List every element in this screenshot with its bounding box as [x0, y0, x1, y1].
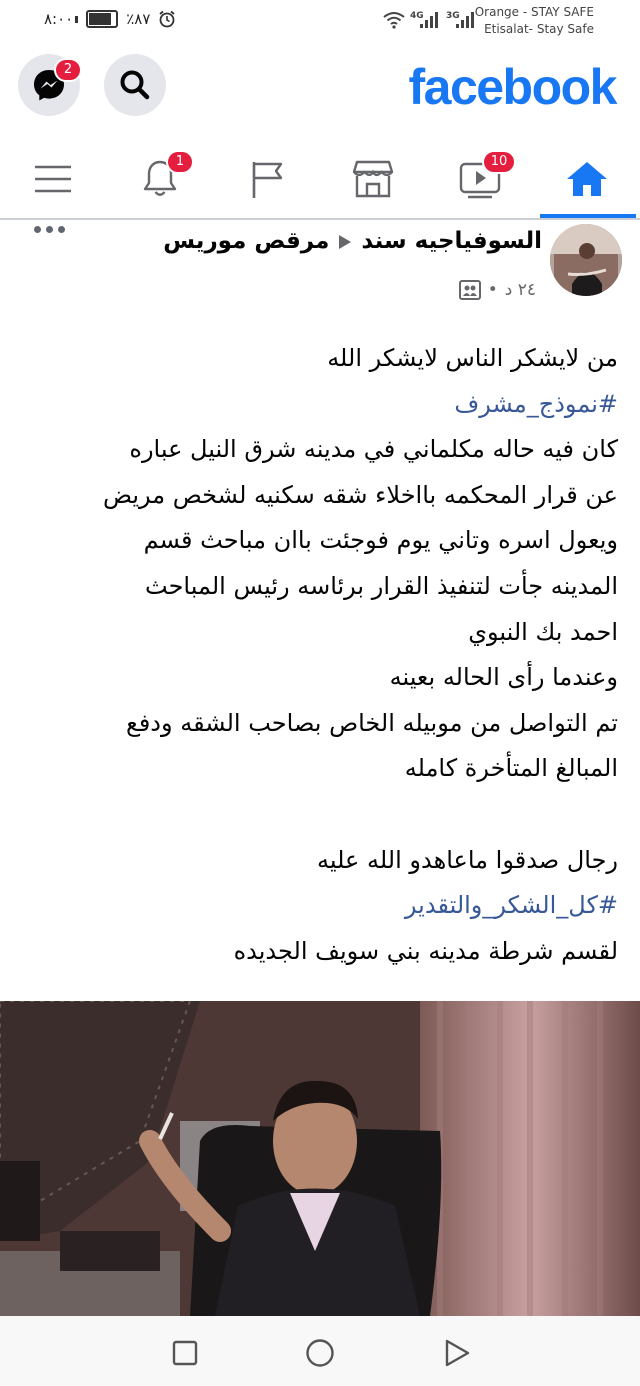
post-line: تم التواصل من موبيله الخاص بصاحب الشقه ودفع [126, 708, 618, 737]
author-name[interactable]: السوفياجيه سند [361, 228, 542, 254]
tab-watch[interactable] [430, 140, 530, 218]
tab-pages[interactable] [217, 140, 317, 218]
recents-icon[interactable] [172, 1340, 198, 1366]
avatar-image [550, 224, 622, 296]
carrier-info [475, 4, 594, 38]
status-bar [0, 0, 640, 44]
meta-dot: • [487, 280, 498, 300]
clock: ٨:٠٠ [44, 10, 74, 28]
carrier-2: Etisalat- Stay Safe [484, 22, 594, 36]
post-line: المبالغ المتأخرة كامله [404, 754, 618, 783]
alarm-icon [158, 10, 176, 28]
tab-home[interactable] [537, 140, 637, 218]
menu-icon [33, 163, 73, 195]
post-title [163, 228, 542, 254]
network-type-2: 3G [446, 11, 460, 21]
facebook-logo[interactable]: facebook [408, 59, 616, 115]
signal-icon-2 [456, 12, 474, 28]
post-text [18, 336, 618, 974]
post-meta [459, 280, 536, 300]
post-line: عن قرار المحكمه بااخلاء شقه سكنيه لشخص مريض [102, 480, 618, 509]
divider [0, 218, 640, 220]
post-line: احمد بك النبوي [468, 617, 618, 646]
battery-percent: ٪٨٧ [126, 10, 151, 28]
tab-menu[interactable] [3, 140, 103, 218]
tab-bar [0, 140, 640, 218]
post-line: المدينه جأت لتنفيذ القرار برئاسه رئيس المباحث [145, 571, 618, 600]
tab-marketplace[interactable] [323, 140, 423, 218]
messenger-button[interactable] [18, 54, 80, 116]
hashtag-link[interactable]: #كل_الشكر_والتقدير [404, 891, 618, 920]
shop-icon [351, 158, 395, 200]
post-line: كان فيه حاله مكلماني في مدينه شرق النيل عباره [129, 435, 618, 464]
post-photo-image [0, 1001, 640, 1316]
carrier-1: Orange - STAY SAFE [474, 5, 594, 19]
watch-badge: 10 [482, 150, 516, 174]
post-time[interactable]: ٢٤ د [504, 280, 536, 300]
author-avatar[interactable] [550, 224, 622, 296]
signal-icon-1 [420, 12, 438, 28]
post-line: لقسم شرطة مدينه بني سويف الجديده [233, 936, 618, 965]
post-line: ويعول اسره وتاني يوم فوجئت باان مباحث قسم [143, 526, 618, 555]
home-icon [565, 159, 609, 199]
status-left [44, 10, 176, 28]
tab-notifications[interactable] [110, 140, 210, 218]
search-button[interactable] [104, 54, 166, 116]
home-circle-icon[interactable] [305, 1338, 335, 1368]
post-line: رجال صدقوا ماعاهدو الله عليه [316, 845, 618, 874]
post-photo[interactable] [0, 1001, 640, 1316]
more-options-icon[interactable] [34, 226, 65, 233]
flag-icon [247, 158, 287, 200]
post-line [18, 792, 618, 838]
back-icon[interactable] [444, 1338, 472, 1368]
system-nav-bar [0, 1316, 640, 1386]
arrow-icon [339, 235, 351, 249]
messenger-badge: 2 [54, 58, 82, 82]
battery-tip [75, 16, 78, 23]
wifi-icon [382, 10, 406, 30]
members-icon [459, 280, 481, 300]
battery-icon [86, 10, 118, 28]
notifications-badge: 1 [166, 150, 194, 174]
network-type-1: 4G [410, 11, 424, 21]
group-name[interactable]: مرقص موريس [163, 228, 330, 254]
search-icon [104, 54, 166, 116]
post-line: من لايشكر الناس لايشكر الله [327, 344, 618, 372]
post-line: وعندما رأى الحاله بعينه [389, 663, 618, 692]
hashtag-link[interactable]: #نموذج_مشرف [454, 389, 618, 418]
